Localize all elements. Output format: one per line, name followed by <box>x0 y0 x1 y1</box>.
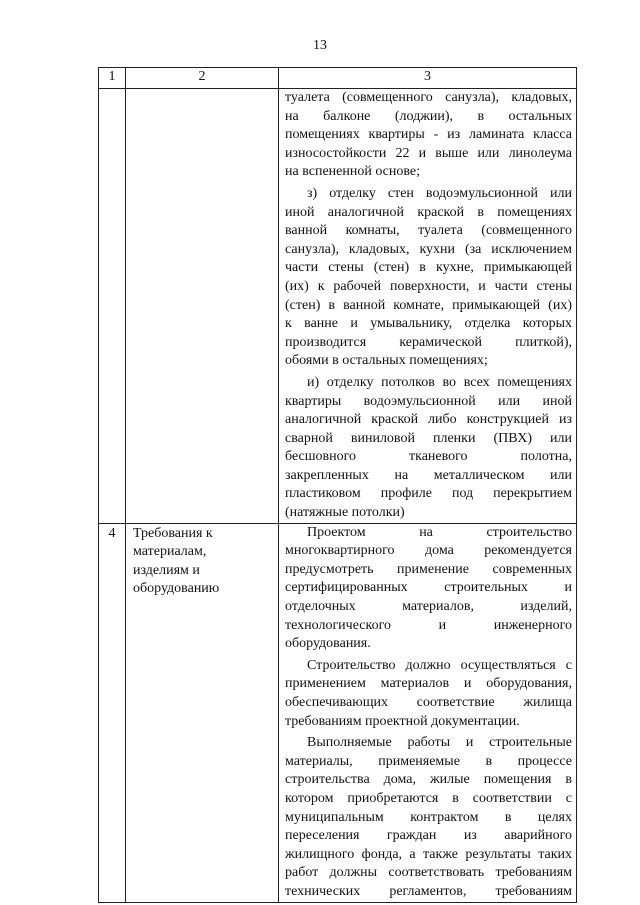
text-line: закрепленных на металлическом или <box>285 467 572 483</box>
paragraph <box>285 185 572 371</box>
text-line: технических регламентов, требованиям <box>285 883 572 899</box>
paragraph <box>285 374 572 523</box>
paragraph <box>285 524 572 654</box>
text-line: износостойкости 22 и выше или линолеума <box>285 145 572 161</box>
paragraph <box>285 734 572 901</box>
text-line: (натяжные потолки) <box>285 505 405 521</box>
text-line: отделочных материалов, изделий, <box>285 599 572 615</box>
text-line: помещениях квартиры - из ламината класса <box>285 127 572 143</box>
requirements-table <box>98 67 577 903</box>
text-line: квартиры водоэмульсионной или иной <box>285 393 572 409</box>
text-line: пластиковом профиле под перекрытием <box>285 486 572 502</box>
row-number-cell <box>99 89 126 524</box>
text-line: работ должны соответствовать требованиям <box>285 865 572 881</box>
header-col-3: 3 <box>279 68 577 89</box>
text-line: технологического и инженерного <box>285 617 572 633</box>
text-line: многоквартирного дома рекомендуется <box>285 543 572 559</box>
text-line: туалета (совмещенного санузла), кладовых, <box>285 90 572 105</box>
text-line: котором приобретаются в соответствии с <box>285 790 572 806</box>
row-name-line: оборудованию <box>133 581 220 597</box>
row-text-cell <box>279 523 577 902</box>
row-name-line: Требования к <box>133 525 213 541</box>
row-name-cell <box>126 523 279 902</box>
paragraph <box>285 657 572 731</box>
page-number: 13 <box>313 38 327 53</box>
row-name-cell <box>126 89 279 524</box>
text-line: части стены (стен) в кухне, примыкающей <box>285 260 572 276</box>
text-line: ванной комнаты, туалета (совмещенного <box>285 223 572 239</box>
text-line: сертифицированных строительных и <box>285 580 572 596</box>
text-line: переселения граждан из аварийного <box>285 828 572 844</box>
table-row-continued <box>99 89 577 524</box>
text-line: Выполняемые работы и строительные <box>307 735 572 751</box>
text-line: предусмотреть применение современных <box>285 561 572 577</box>
text-line: иной аналогичной краской в помещениях <box>285 204 572 220</box>
text-line: к ванне и умывальнику, отделка которых <box>285 316 572 332</box>
paragraph <box>285 89 572 182</box>
text-line: Строительство должно осуществляться с <box>307 657 572 673</box>
text-line: з) отделку стен водоэмульсионной или <box>307 185 572 201</box>
text-line: оборудования. <box>285 636 371 652</box>
row-text-cell <box>279 89 577 524</box>
text-line: (их) к рабочей поверхности, и части стены <box>285 278 572 294</box>
header-col-1: 1 <box>99 68 126 89</box>
text-line: сварной виниловой пленки (ПВХ) или <box>285 430 572 446</box>
text-line: обеспечивающих соответствие жилища <box>285 695 572 710</box>
text-line: производится керамической плиткой), <box>285 334 572 350</box>
text-line: санузла), кладовых, кухни (за исключением <box>285 241 572 257</box>
text-line: жилищного фонда, а также результаты таких <box>285 846 572 862</box>
text-line: Проектом на строительство <box>307 524 572 540</box>
text-line: обоями в остальных помещениях; <box>285 353 488 369</box>
text-line: муниципальным контрактом в целях <box>285 809 572 825</box>
text-line: на вспененной основе; <box>285 164 421 180</box>
text-line: требованиям проектной документации. <box>285 713 520 729</box>
text-line: материалы, применяемые в процессе <box>285 753 572 769</box>
text-line: на балконе (лоджии), в остальных <box>285 108 572 124</box>
header-col-2: 2 <box>126 68 279 89</box>
row-number-cell: 4 <box>99 523 126 902</box>
text-line: строительства дома, жилые помещения в <box>285 772 572 788</box>
table-header-row <box>99 68 577 89</box>
text-line: применением материалов и оборудования, <box>285 676 572 692</box>
row-name-line: изделиям и <box>133 562 200 578</box>
text-line: (стен) в ванной комнате, примыкающей (их) <box>285 297 572 313</box>
text-line: и) отделку потолков во всех помещениях <box>307 374 572 390</box>
text-line: аналогичной краской либо конструкцией из <box>285 412 572 428</box>
row-name-line: материалам, <box>133 544 207 560</box>
table-row-4 <box>99 523 577 902</box>
text-line: бесшовного тканевого полотна, <box>285 449 572 465</box>
